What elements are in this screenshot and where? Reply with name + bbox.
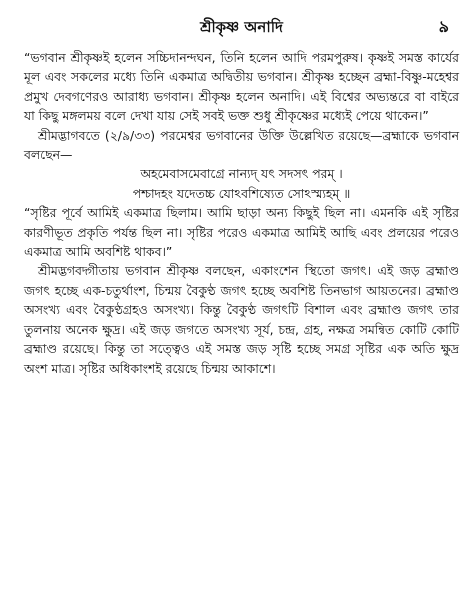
page-body — [24, 48, 459, 378]
quote-paragraph-1: “ভগবান শ্রীকৃষ্ণই হলেন সচ্চিদানন্দঘন, তিনি হলেন আদি পরমপুরুষ। কৃষ্ণই সমস্ত কার্যের মূল এবং সকলের মধ্যে তিনি একমাত্র অদ্বিতীয় ভগবান। শ্রীকৃষ্ণ হচ্ছেন ব্রহ্মা-বিষ্ণু-মহেশ্বর প্রমুখ দেবগণেরও আরাধ্য ভগবান। শ্রীকৃষ্ণ হলেন অনাদি। এই বিশ্বের অভ্যন্তরে বা বাইরে যা কিছু মঙ্গলময় বলে দেখা যায় সেই সবই ভক্ত শুধু শ্রীকৃষ্ণের মধ্যেই পেয়ে থাকেন।” — [24, 50, 459, 124]
verse-line-2: পশ্চাদহং যদেতচ্চ যোঽবশিষ্যেত সোঽস্ম্যহম্ ॥ — [132, 185, 351, 201]
page-number: ৯ — [438, 17, 449, 36]
paragraph-gita: শ্রীমদ্ভগবদ্গীতায় ভগবান শ্রীকৃষ্ণ বলছেন, একাংশেন স্থিতো জগৎ। এই জড় ব্রহ্মাণ্ড জগৎ হচ্ছে এক-চতুর্থাংশ, চিন্ময় বৈকুণ্ঠ জগৎ হচ্ছে অবশিষ্ট তিনভাগ আয়তনের। ব্রহ্মাণ্ড অসংখ্য এবং বৈকুণ্ঠগ্রহও অসংখ্য। কিন্তু বৈকুণ্ঠ জগৎটি বিশাল এবং ব্রহ্মাণ্ড জগৎ তার তুলনায় অনেক ক্ষুদ্র। এই জড় জগতে অসংখ্য সূর্য, চন্দ্র, গ্রহ, নক্ষত্র সমন্বিত কোটি কোটি ব্রহ্মাণ্ড রয়েছে। কিন্তু তা সত্ত্বেও এই সমস্ত জড় সৃষ্টি হচ্ছে সমগ্র সৃষ্টির এক অতি ক্ষুদ্র অংশ মাত্র। সৃষ্টির অধিকাংশই রয়েছে চিন্ময় আকাশে। — [24, 263, 459, 376]
running-title: শ্রীকৃষ্ণ অনাদি — [200, 18, 283, 36]
quote-paragraph-2: “সৃষ্টির পূর্বে আমিই একমাত্র ছিলাম। আমি ছাড়া অন্য কিছুই ছিল না। এমনকি এই সৃষ্টির কারণীভূত প্রকৃতি পর্যন্ত ছিল না। সৃষ্টির পরেও একমাত্র আমিই আছি এবং প্রলয়ের পরেও একমাত্র আমি অবশিষ্ট থাকব।” — [24, 205, 459, 260]
verse-line-1: অহমেবাসমেবাগ্রে নান্যদ্ যৎ সদসৎ পরম্ । — [140, 166, 343, 182]
page-header — [24, 8, 459, 48]
paragraph-bhagavatam-intro: শ্রীমদ্ভাগবতে (২/৯/৩৩) পরমেশ্বর ভগবানের উক্তি উল্লেখিত রয়েছে—ব্রহ্মাকে ভগবান বলছেন— — [24, 127, 459, 163]
sanskrit-verse — [24, 164, 459, 203]
